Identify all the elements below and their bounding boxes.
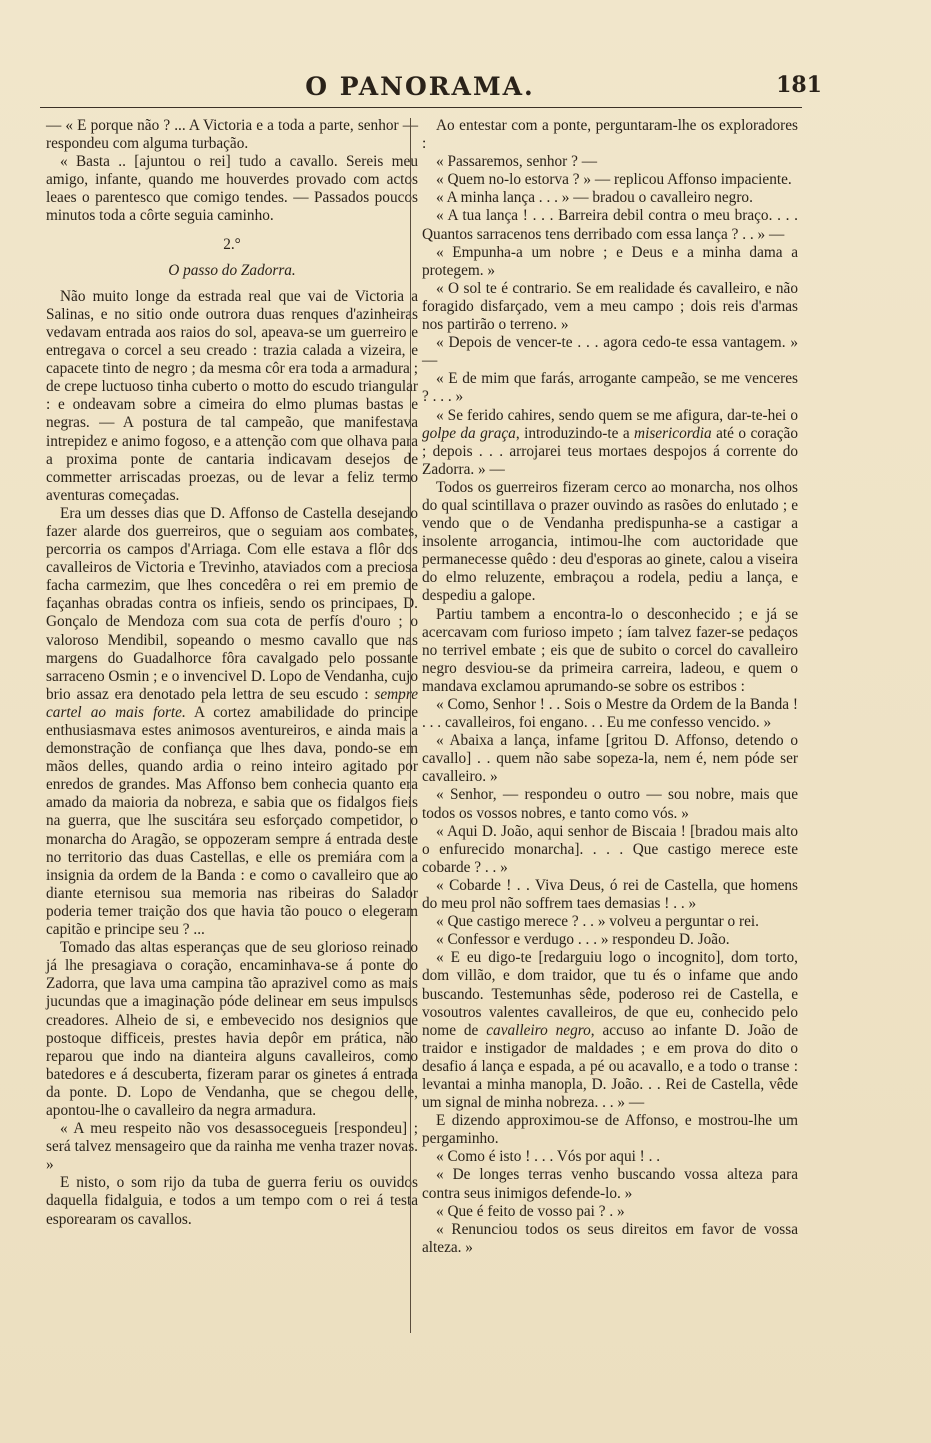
paragraph: E dizendo approximou-se de Affonso, e mostrou-lhe um pergaminho. — [422, 1112, 798, 1148]
paragraph: Não muito longe da estrada real que vai de Victoria a Salinas, e no sitio onde outrora duas renques d'azinheiras vedavam entrada aos raios do sol, apeava-se um guerreiro e entregava o corcel a seu creado : trazia calada a vizeira, e capacete tinto de negro ; da mesma côr era toda a armadura ; de crepe luctuoso tinha cuberto o motto do escudo triangular : e ondeavam sobre a cimeira do elmo plumas bastas e negras. — A postura de tal campeão, que manifestava intrepidez e animo fogoso, e a attenção com que olhava para a proxima ponte de cantaria indicavam desejos de commetter arriscadas proezas, ou de levar a feliz termo aventuras começadas. — [46, 287, 418, 504]
paragraph: « Passaremos, senhor ? — — [436, 153, 598, 171]
text-run: , introduzindo-te a — [515, 424, 630, 442]
paragraph — [46, 505, 418, 939]
paragraph: E nisto, o som rijo da tuba de guerra feriu os ouvidos daquella fidalguia, e todos a um tempo com o rei á testa esporearam os cavallos. — [46, 1174, 418, 1228]
paragraph: « A tua lança ! . . . Barreira debil contra o meu braço. . . . Quantos sarracenos tens derribado com essa lança ? . . » — — [422, 207, 798, 243]
paragraph: « Aqui D. João, aqui senhor de Biscaia ! [bradou mais alto o enfurecido monarcha]. . . . Que castigo merece este cobarde ? . . » — [422, 822, 798, 876]
paragraph: Partiu tambem a encontra-lo o desconhecido ; e já se acercavam com furioso impeto ; íam talvez fazer-se pedaços no terrivel embate ; eis que de subito o corcel do cavalleiro negro desviou-se da primeira carreira, ladeou, e quem o mandava exclamou aprumando-se sobre os estribos : — [422, 605, 798, 695]
paragraph: « A minha lança . . . » — bradou o cavalleiro negro. — [436, 189, 753, 207]
text-run: , accuso ao infante D. João de traidor e instigador de maldades ; e em prova do dito o desafio á lança e espada, a pé ou acavallo, e a todo o transe : levantai a minha manopla, D. João. . . Rei de Castella, vêde um signal de minha nobreza. . . » — — [422, 1021, 798, 1112]
paragraph: « Renunciou todos os seus direitos em favor de vossa alteza. » — [422, 1220, 798, 1256]
right-column — [422, 117, 798, 1257]
paragraph: « Que castigo merece ? . . » volveu a perguntar o rei. — [436, 913, 759, 931]
paragraph: « De longes terras venho buscando vossa alteza para contra seus inimigos defende-lo. » — [422, 1166, 798, 1202]
text-run: « Se ferido cahires, sendo quem se me afigura, dar-te-hei o — [436, 406, 798, 424]
paragraph: « Senhor, — respondeu o outro — sou nobre, mais que todos os vossos nobres, e tanto como vós. » — [422, 786, 798, 822]
paragraph: Todos os guerreiros fizeram cerco ao monarcha, nos olhos do qual scintillava o prazer ouvindo as rasões do enlutado ; e vendo que o de Vendanha predispunha-se a castigar a insolente arrogancia, intimou-lhe com auctoridade que permanecesse quêdo : deu d'esporas ao ginete, calou a viseira do elmo reluzente, embraçou a rodela, pediu a lança, e despediu a galope. — [422, 478, 798, 605]
text-run: « E eu digo-te [redarguiu logo o incognito], dom torto, dom villão, e dom traidor, que tu és o infame que ando buscando. Testemunhas sêde, poderoso rei de Castella, e vosoutros valentes cavalleiros, de que eu, conhecido pelo nome de — [422, 949, 798, 1039]
paragraph: « Como é isto ! . . . Vós por aqui ! . . — [436, 1148, 661, 1166]
paragraph — [422, 407, 798, 479]
text-run: Era um desses dias que D. Affonso de Castella desejando fazer alarde dos guerreiros, que o seguiam aos combates, percorria os campos d'Arriaga. Com elle estava a flôr dos cavalleiros de Victoria e Trevinho, ataviados com a preciosa facha carmezim, que lhes concedêra o rei em premio de façanhas obradas contra os infieis, sendo os principaes, D. Gonçalo de Mendoza com sua cota de perfís d'ouro ; o valoroso Mendibil, sopeando o mesmo cavallo que nas margens do Guadalhorce fôra cavalgado pelo possante sarraceno Osmin ; e o invencivel D. Lopo de Vendanha, cujo brio assaz era denotado pela lettra de seu escudo : — [46, 504, 418, 703]
paragraph: Ao entestar com a ponte, perguntaram-lhe os exploradores : — [422, 117, 798, 153]
paragraph: « Como, Senhor ! . . Sois o Mestre da Ordem de la Banda ! . . . cavalleiros, foi engano. . . Eu me confesso vencido. » — [422, 696, 798, 732]
paragraph: « E de mim que farás, arrogante campeão, se me venceres ? . . . » — [422, 370, 798, 406]
text-run: até o coração ; depois . . . arrojarei teus mortaes despojos á corrente do Zadorra. » — — [422, 424, 798, 478]
paragraph — [422, 949, 798, 1112]
paragraph: « Basta .. [ajuntou o rei] tudo a cavallo. Sereis meu amigo, infante, quando me houverdes provado com actos leaes o parentesco que comigo tendes. — Passados poucos minutos toda a côrte seguia caminho. — [46, 153, 418, 225]
paragraph: « Empunha-a um nobre ; e Deus e a minha dama a protegem. » — [422, 243, 798, 279]
section-number: 2.° — [223, 235, 241, 253]
journal-title: O PANORAMA. — [305, 72, 535, 101]
motto-text: sempre cartel ao mais forte. — [46, 685, 418, 721]
page-header — [40, 68, 822, 108]
paragraph: Tomado das altas esperanças que de seu glorioso reinado já lhe presagiava o coração, encaminhava-se á ponte do Zadorra, que lava uma campina tão aprazivel como as mais jucundas que a imaginação póde delinear em seus impulsos creadores. Alheio de si, e embevecido nos designios que postoque difficeis, prestes havia depôr em prática, não reparou que indo na dianteira alguns cavalleiros, como batedores e á descuberta, fizeram parar os ginetes á entrada da ponte. D. Lopo de Vendanha, que se chegou delle, apontou-lhe o cavalleiro da negra armadura. — [46, 939, 418, 1119]
paragraph: « Depois de vencer-te . . . agora cedo-te essa vantagem. » — — [422, 334, 798, 370]
italic-phrase: golpe da graça — [422, 424, 516, 442]
left-column — [46, 117, 418, 1229]
paragraph: « Que é feito de vosso pai ? . » — [436, 1202, 625, 1220]
paragraph: « Quem no-lo estorva ? » — replicou Affonso impaciente. — [436, 171, 792, 189]
italic-phrase: misericordia — [634, 424, 712, 442]
section-title: O passo do Zadorra. — [168, 261, 296, 279]
page-number: 181 — [776, 72, 822, 98]
header-rule — [40, 107, 802, 108]
column-divider — [410, 118, 411, 1333]
paragraph: « O sol te é contrario. Se em realidade és cavalleiro, e não foragido disfarçado, vem a meu campo ; dois reis d'armas nos partirão o terreno. » — [422, 279, 798, 334]
paragraph: « Confessor e verdugo . . . » respondeu D. João. — [436, 931, 730, 949]
italic-phrase: cavalleiro negro — [486, 1021, 591, 1039]
paragraph: « Abaixa a lança, infame [gritou D. Affonso, detendo o cavallo] . . quem não sabe sopeza-la, nem é, nem póde ser cavalleiro. » — [422, 732, 798, 786]
paragraph: « A meu respeito não vos desassocegueis [respondeu] ; será talvez mensageiro que da rainha me venha trazer novas. » — [46, 1120, 418, 1174]
paragraph: « Cobarde ! . . Viva Deus, ó rei de Castella, que homens do meu prol não soffrem taes demasias ! . . » — [422, 876, 798, 913]
text-run: A cortez amabilidade do principe enthusiasmava estes animosos aventureiros, e ainda mais a demonstração de confiança que lhes dava, pondo-se em mãos delles, quando ardia o reino inteiro agitado por enredos de grandes. Mas Affonso bem conhecia quanto era amado da maioria da nobreza, e sabia que os fidalgos fieis na guerra, que lhe suscitára seu esforçado competidor, o monarcha do Aragão, se oppozeram sempre á entrada deste no territorio das duas Castellas, e elle os premiára com a insignia da ordem de la Banda : e como o cavalleiro que ao diante eternisou sua memoria nas ribeiras do Salador poderia temer traição dos que havia tão pouco o elegeram capitão e principe seu ? ... — [46, 703, 418, 939]
paragraph: — « E porque não ? ... A Victoria e a toda a parte, senhor — respondeu com alguma turbação. — [46, 117, 418, 153]
